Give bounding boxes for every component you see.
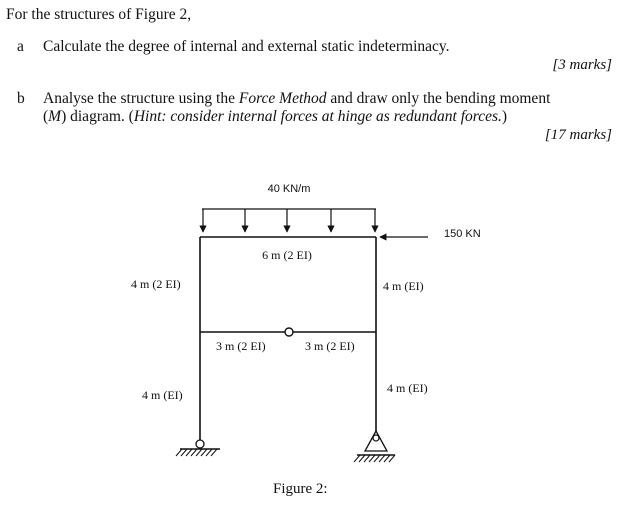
part-a-letter: a — [17, 38, 24, 55]
part-b-hint: Hint: consider internal forces at hinge as redundant forces. — [133, 108, 502, 125]
part-b-marks: [17 marks] — [544, 127, 612, 143]
part-b-letter: b — [17, 90, 25, 107]
internal-hinge — [285, 328, 293, 336]
pin-support — [354, 431, 395, 462]
part-b-line1-pre: Analyse the structure using the — [43, 90, 239, 107]
udl-load — [202, 209, 376, 232]
part-b-line2-mid: ) diagram. ( — [61, 108, 134, 125]
fixed-support — [176, 440, 220, 456]
left-lower-column-label: 4 m (EI) — [142, 388, 183, 402]
point-load-label: 150 KN — [444, 228, 481, 240]
mid-beam-left-label: 3 m (2 EI) — [216, 339, 266, 353]
top-beam-label: 6 m (2 EI) — [262, 248, 312, 262]
right-lower-column-label: 4 m (EI) — [387, 381, 428, 395]
intro-text: For the structures of Figure 2, — [6, 6, 192, 23]
part-a-marks: [3 marks] — [552, 57, 612, 73]
right-upper-column-label: 4 m (EI) — [383, 279, 424, 293]
part-b-line2-end: ) — [501, 108, 508, 125]
figure-caption: Figure 2: — [273, 481, 328, 497]
part-b-moment-symbol: M — [48, 108, 62, 125]
left-upper-column-label: 4 m (2 EI) — [131, 277, 181, 291]
part-a-text: Calculate the degree of internal and external static indeterminacy. — [43, 38, 450, 55]
udl-label: 40 KN/m — [267, 183, 311, 195]
part-b-line2-pre: ( — [43, 108, 49, 125]
part-b-method: Force Method — [238, 90, 327, 107]
part-b-line1-post: and draw only the bending moment — [326, 90, 551, 107]
mid-beam-right-label: 3 m (2 EI) — [305, 339, 355, 353]
